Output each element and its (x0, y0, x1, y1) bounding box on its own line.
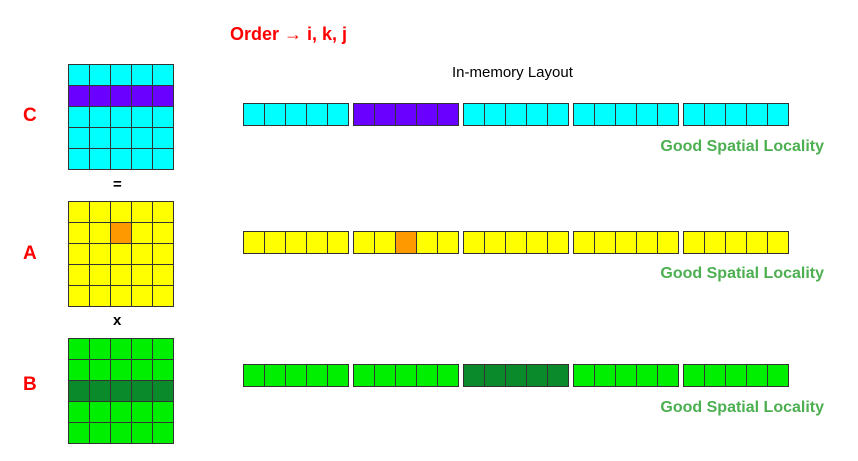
matrix-cell (132, 423, 153, 444)
matrix-cell (153, 423, 174, 444)
memory-cell (438, 365, 458, 386)
matrix-cell (111, 65, 132, 86)
matrix-cell (111, 265, 132, 286)
matrix-cell (111, 86, 132, 107)
memory-block (463, 364, 569, 387)
matrix-cell (90, 423, 111, 444)
matrix-cell (132, 223, 153, 244)
matrix-cell (90, 202, 111, 223)
equals-operator: = (113, 176, 122, 193)
matrix-cell (153, 381, 174, 402)
memory-cell (354, 104, 375, 125)
matrix-cell (132, 265, 153, 286)
matrix-cell (132, 381, 153, 402)
matrix-cell (153, 223, 174, 244)
memory-cell (506, 232, 527, 253)
memory-cell (548, 104, 568, 125)
memory-cell (265, 232, 286, 253)
matrix-cell (111, 402, 132, 423)
memory-cell (354, 365, 375, 386)
matrix-cell (153, 86, 174, 107)
memory-cell (485, 104, 506, 125)
matrix-cell (153, 402, 174, 423)
matrix-cell (111, 223, 132, 244)
matrix-cell (90, 149, 111, 170)
memory-block (353, 364, 459, 387)
memory-block (573, 103, 679, 126)
memory-cell (616, 365, 637, 386)
matrix-cell (153, 149, 174, 170)
memory-cell (747, 365, 768, 386)
memory-cell (375, 365, 396, 386)
matrix-cell (90, 360, 111, 381)
memory-cell (328, 104, 348, 125)
memory-cell (595, 232, 616, 253)
memory-cell (265, 104, 286, 125)
memory-cell (464, 232, 485, 253)
matrix-cell (111, 107, 132, 128)
matrix-cell (69, 202, 90, 223)
memory-cell (637, 104, 658, 125)
matrix-cell (69, 86, 90, 107)
matrix-cell (69, 360, 90, 381)
matrix-cell (111, 381, 132, 402)
memory-cell (747, 104, 768, 125)
matrix-cell (69, 223, 90, 244)
memory-block (463, 103, 569, 126)
matrix-label-a: A (23, 243, 37, 264)
memory-cell (726, 365, 747, 386)
matrix-cell (132, 202, 153, 223)
matrix-cell (132, 244, 153, 265)
matrix-cell (111, 128, 132, 149)
matrix-cell (90, 244, 111, 265)
matrix-cell (153, 244, 174, 265)
memory-cell (616, 104, 637, 125)
matrix-cell (132, 360, 153, 381)
memory-cell (726, 232, 747, 253)
memory-cell (307, 365, 328, 386)
matrix-cell (90, 286, 111, 307)
memory-layout-c (243, 103, 789, 126)
memory-cell (375, 232, 396, 253)
matrix-cell (69, 107, 90, 128)
memory-cell (464, 104, 485, 125)
matrix-cell (111, 339, 132, 360)
memory-cell (396, 104, 417, 125)
memory-cell (506, 104, 527, 125)
memory-block (683, 231, 789, 254)
memory-cell (307, 232, 328, 253)
matrix-cell (111, 244, 132, 265)
matrix-cell (132, 65, 153, 86)
matrix-label-b: B (23, 374, 37, 395)
matrix-cell (111, 423, 132, 444)
matrix-cell (69, 381, 90, 402)
memory-block (683, 364, 789, 387)
memory-cell (768, 232, 788, 253)
memory-cell (396, 232, 417, 253)
memory-cell (658, 365, 678, 386)
matrix-cell (132, 86, 153, 107)
matrix-cell (153, 202, 174, 223)
locality-label-a: Good Spatial Locality (660, 265, 824, 282)
layout-title: In-memory Layout (452, 64, 573, 81)
memory-block (243, 103, 349, 126)
memory-cell (286, 232, 307, 253)
matrix-cell (90, 65, 111, 86)
memory-cell (574, 104, 595, 125)
memory-cell (328, 365, 348, 386)
memory-cell (747, 232, 768, 253)
matrix-cell (90, 402, 111, 423)
memory-cell (244, 365, 265, 386)
memory-cell (244, 104, 265, 125)
memory-layout-a (243, 231, 789, 254)
matrix-cell (69, 286, 90, 307)
memory-block (463, 231, 569, 254)
matrix-cell (132, 339, 153, 360)
matrix-cell (153, 65, 174, 86)
memory-cell (438, 232, 458, 253)
memory-cell (527, 232, 548, 253)
memory-cell (485, 232, 506, 253)
matrix-cell (153, 128, 174, 149)
memory-cell (286, 365, 307, 386)
memory-block (683, 103, 789, 126)
matrix-cell (90, 86, 111, 107)
matrix-cell (132, 107, 153, 128)
matrix-cell (69, 339, 90, 360)
matrix-cell (153, 286, 174, 307)
memory-cell (616, 232, 637, 253)
memory-cell (417, 365, 438, 386)
matrix-cell (90, 265, 111, 286)
memory-cell (658, 104, 678, 125)
matrix-cell (132, 149, 153, 170)
matrix-cell (69, 149, 90, 170)
memory-cell (595, 365, 616, 386)
memory-cell (705, 365, 726, 386)
memory-cell (417, 104, 438, 125)
memory-cell (768, 365, 788, 386)
memory-cell (307, 104, 328, 125)
matrix-cell (111, 360, 132, 381)
memory-cell (417, 232, 438, 253)
memory-cell (684, 365, 705, 386)
memory-cell (396, 365, 417, 386)
matrix-cell (69, 423, 90, 444)
matrix-cell (69, 65, 90, 86)
locality-label-c: Good Spatial Locality (660, 138, 824, 155)
matrix-cell (153, 265, 174, 286)
memory-block (573, 231, 679, 254)
matrix-cell (90, 223, 111, 244)
matrix-cell (153, 339, 174, 360)
memory-cell (375, 104, 396, 125)
memory-cell (684, 232, 705, 253)
memory-cell (726, 104, 747, 125)
memory-cell (684, 104, 705, 125)
locality-label-b: Good Spatial Locality (660, 399, 824, 416)
multiply-operator: x (113, 312, 122, 329)
matrix-cell (111, 286, 132, 307)
memory-cell (286, 104, 307, 125)
memory-cell (244, 232, 265, 253)
memory-cell (574, 365, 595, 386)
matrix-cell (111, 149, 132, 170)
memory-cell (527, 104, 548, 125)
memory-cell (705, 104, 726, 125)
memory-cell (464, 365, 485, 386)
memory-block (243, 231, 349, 254)
matrix-a (68, 201, 174, 307)
matrix-cell (132, 128, 153, 149)
memory-cell (768, 104, 788, 125)
memory-cell (265, 365, 286, 386)
memory-cell (328, 232, 348, 253)
matrix-cell (153, 107, 174, 128)
memory-block (353, 103, 459, 126)
memory-cell (438, 104, 458, 125)
matrix-c (68, 64, 174, 170)
matrix-cell (153, 360, 174, 381)
matrix-cell (69, 244, 90, 265)
memory-cell (548, 232, 568, 253)
matrix-cell (132, 286, 153, 307)
matrix-cell (90, 381, 111, 402)
matrix-cell (69, 402, 90, 423)
memory-cell (506, 365, 527, 386)
matrix-label-c: C (23, 105, 37, 126)
memory-cell (574, 232, 595, 253)
memory-cell (354, 232, 375, 253)
memory-cell (637, 232, 658, 253)
matrix-cell (69, 128, 90, 149)
matrix-cell (69, 265, 90, 286)
matrix-cell (90, 339, 111, 360)
memory-layout-b (243, 364, 789, 387)
matrix-b (68, 338, 174, 444)
matrix-cell (90, 107, 111, 128)
memory-cell (548, 365, 568, 386)
memory-block (353, 231, 459, 254)
memory-cell (658, 232, 678, 253)
memory-cell (527, 365, 548, 386)
matrix-cell (132, 402, 153, 423)
memory-block (573, 364, 679, 387)
memory-block (243, 364, 349, 387)
matrix-cell (90, 128, 111, 149)
memory-cell (705, 232, 726, 253)
memory-cell (595, 104, 616, 125)
memory-cell (485, 365, 506, 386)
memory-cell (637, 365, 658, 386)
order-title: Order → i, k, j (230, 24, 348, 44)
matrix-cell (111, 202, 132, 223)
